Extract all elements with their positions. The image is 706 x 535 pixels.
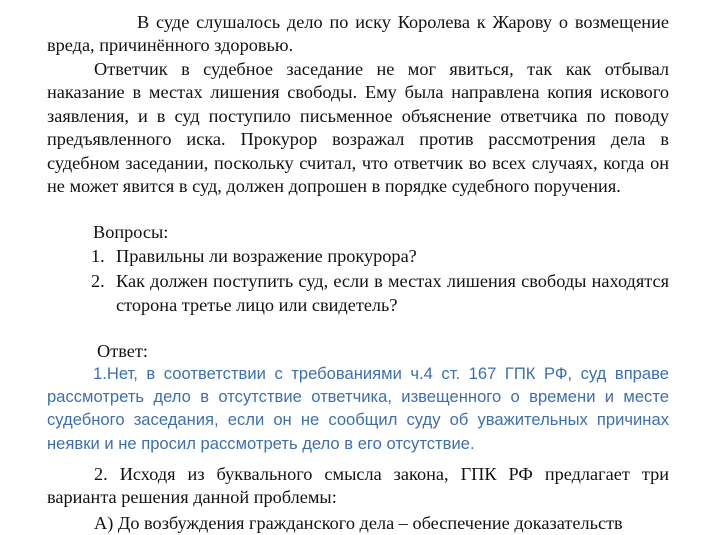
question-text: Правильны ли возражение прокурора?	[116, 246, 417, 266]
question-item	[47, 269, 669, 318]
questions-heading: Вопросы:	[93, 222, 169, 242]
question-item	[47, 244, 669, 269]
case-details-paragraph: Ответчик в судебное заседание не мог явиться, так как отбывал наказание в местах лишения свободы. Ему была направлена копия искового заявления, и в суд поступило письменное объяснение ответчика по поводу предъявленного иска. Прокурор возражал против рассмотрения дела в судебном заседании, поскольку считал, что ответчик во всех случаях, когда он не может явится в суд, должен допрошен в порядке судебного поручения.	[47, 59, 669, 197]
answer-1-paragraph: 1.Нет, в соответствии с требованиями ч.4 ст. 167 ГПК РФ, суд вправе рассмотреть дело в отсутствие ответчика, извещенного о времени и месте судебного заседания, если он не сообщил суду об уважительных причинах неявки и не просил рассмотреть дело в его отсутствие.	[47, 364, 669, 453]
answer-heading: Ответ:	[97, 341, 148, 361]
question-number: 2.	[91, 270, 105, 291]
answer-2-option-a: А) До возбуждения гражданского дела – обеспечение доказательств	[94, 513, 623, 533]
question-number: 1.	[91, 246, 105, 266]
questions-list	[47, 244, 669, 318]
answer-2-paragraph: 2. Исходя из буквального смысла закона, ГПК РФ предлагает три варианта решения данной проблемы:	[47, 464, 669, 508]
question-text: Как должен поступить суд, если в местах лишения свободы находятся сторона третье лицо или свидетель?	[116, 270, 669, 315]
case-description-paragraph: В суде слушалось дело по иску Королева к Жарову о возмещение вреда, причинённого здоровью.	[47, 12, 669, 56]
